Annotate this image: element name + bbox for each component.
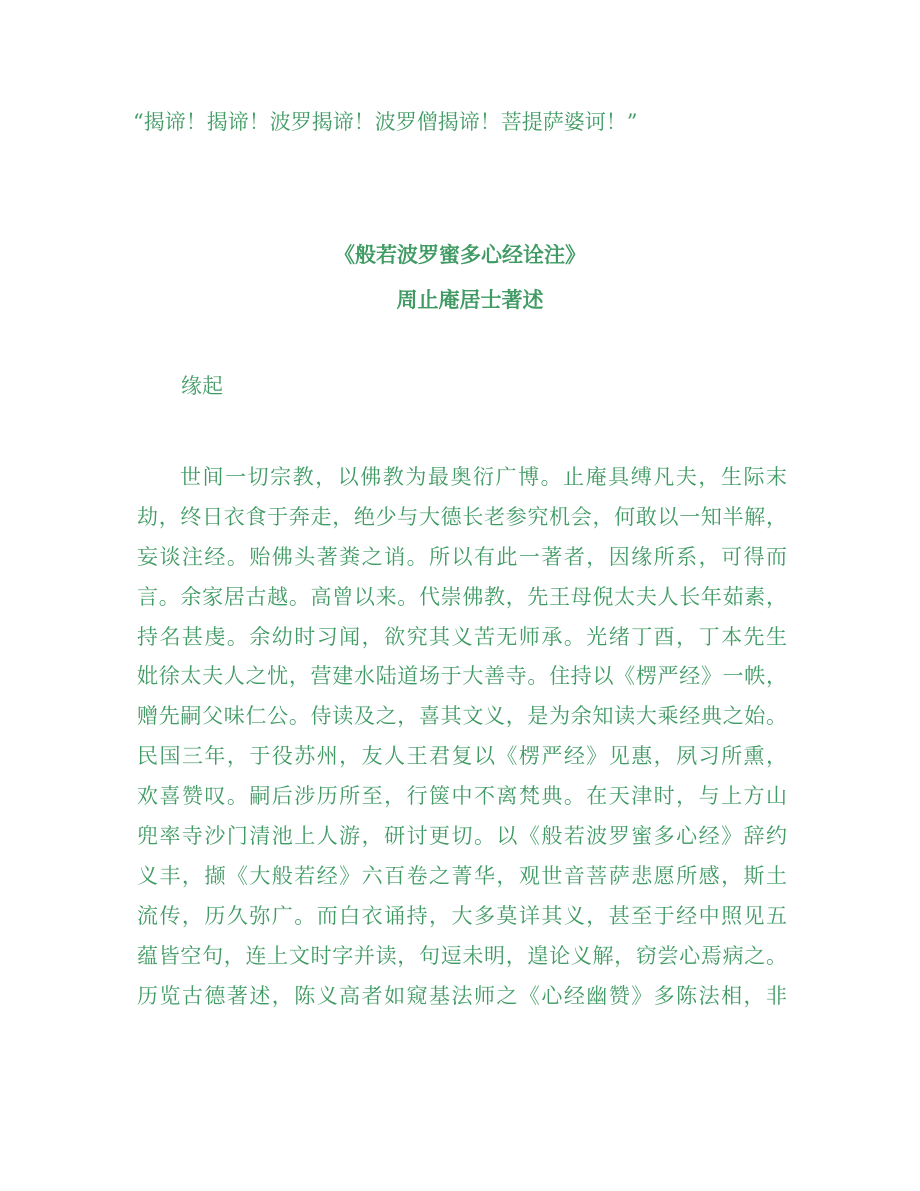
body-line: 流传，历久弥广。而白衣诵持，大多莫详其义，甚至于经中照见五 bbox=[137, 903, 787, 928]
body-line: 劫，终日衣食于奔走，绝少与大德长老参究机会，何敢以一知半解， bbox=[137, 504, 787, 529]
body-line: 历览古德著述，陈义高者如窥基法师之《心经幽赞》多陈法相，非 bbox=[137, 983, 787, 1008]
body-line: 妣徐太夫人之忧，营建水陆道场于大善寺。住持以《楞严经》一帙， bbox=[137, 664, 787, 689]
body-line: 妄谈注经。贻佛头著粪之诮。所以有此一著者，因缘所系，可得而 bbox=[137, 544, 787, 569]
section-heading: 缘起 bbox=[181, 374, 223, 398]
body-line: 言。余家居古越。高曾以来。代崇佛教，先王母倪太夫人长年茹素， bbox=[137, 584, 787, 609]
mantra-text: “揭谛！揭谛！波罗揭谛！波罗僧揭谛！菩提萨婆诃！” bbox=[133, 110, 638, 134]
body-line: 赠先嗣父味仁公。侍读及之，喜其文义，是为余知读大乘经典之始。 bbox=[137, 704, 787, 729]
document-author: 周止庵居士著述 bbox=[396, 287, 544, 312]
body-line: 蕴皆空句，连上文时字并读，句逗未明，遑论义解，窃尝心焉病之。 bbox=[137, 943, 787, 968]
document-title: 《般若波罗蜜多心经诠注》 bbox=[334, 242, 586, 267]
body-line: 兜率寺沙门清池上人游，研讨更切。以《般若波罗蜜多心经》辞约 bbox=[137, 824, 787, 849]
body-line: 世间一切宗教，以佛教为最奥衍广博。止庵具缚凡夫，生际末 bbox=[180, 465, 787, 489]
body-paragraph bbox=[137, 458, 787, 1016]
body-line: 持名甚虔。余幼时习闻，欲究其义苦无师承。光绪丁酉，丁本先生 bbox=[137, 624, 787, 649]
body-line: 欢喜赞叹。嗣后涉历所至，行箧中不离梵典。在天津时，与上方山 bbox=[137, 784, 787, 809]
body-line: 义丰，撷《大般若经》六百卷之菁华，观世音菩萨悲愿所感，斯土 bbox=[137, 863, 787, 888]
body-line: 民国三年，于役苏州，友人王君复以《楞严经》见惠，夙习所熏， bbox=[137, 744, 787, 769]
